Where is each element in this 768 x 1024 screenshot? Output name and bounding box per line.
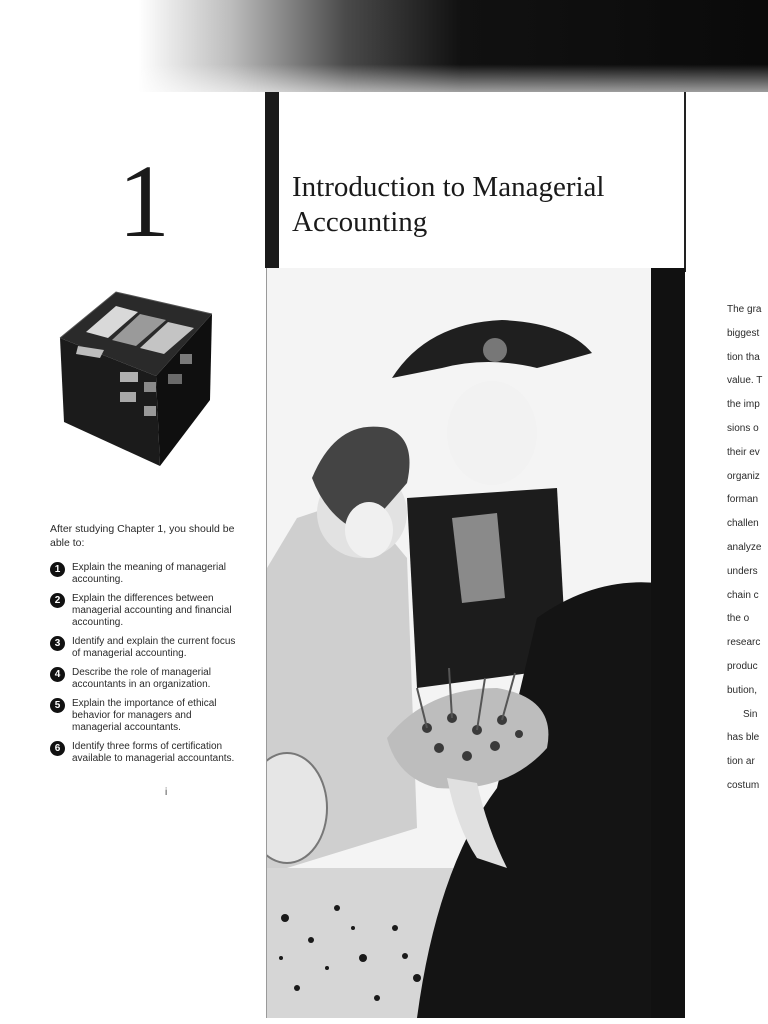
text-line: produc	[727, 660, 758, 672]
text-line: the o	[727, 613, 750, 625]
text-line: organiz	[727, 470, 760, 482]
objective-text: Explain the importance of ethical behavior for managers and managerial accountants.	[72, 698, 217, 733]
title-accent-bar	[265, 92, 279, 268]
cube-illustration	[56, 288, 216, 468]
text-line: tion tha	[727, 351, 760, 363]
chapter-title: Introduction to Managerial Accounting	[292, 171, 605, 238]
objective-text: Describe the role of managerial accountants in an organization.	[72, 667, 211, 690]
top-band-fade	[0, 0, 768, 92]
objective-text: Explain the differences between managerial accounting and financial accounting.	[72, 593, 232, 628]
page-mark: i	[165, 787, 168, 798]
objective-item	[50, 636, 242, 660]
objective-number-badge: 3	[50, 636, 65, 651]
objective-text: Identify and explain the current focus of managerial accounting.	[72, 636, 236, 659]
text-line: their ev	[727, 446, 760, 458]
objective-item	[50, 562, 242, 586]
chapter-number: 1	[118, 144, 170, 259]
objective-item	[50, 741, 242, 765]
halloween-photo	[267, 268, 685, 1018]
objective-text: Identify three forms of certification available to managerial accountants.	[72, 741, 235, 764]
text-line: analyze	[727, 541, 762, 553]
text-line: tion ar	[727, 756, 755, 768]
text-line: biggest	[727, 327, 760, 339]
learning-objectives-list	[50, 562, 242, 772]
objectives-intro: After studying Chapter 1, you should be able to:	[50, 523, 235, 549]
right-page-text-column	[727, 298, 768, 798]
text-line: costum	[727, 779, 760, 791]
text-line: challen	[727, 518, 759, 530]
objective-item	[50, 698, 242, 734]
objective-item	[50, 593, 242, 629]
text-line: The gra	[727, 304, 762, 315]
objective-number-badge: 5	[50, 698, 65, 713]
text-line: bution,	[727, 684, 758, 696]
text-line: unders	[727, 565, 758, 577]
objective-number-badge: 2	[50, 593, 65, 608]
text-line: researc	[727, 637, 761, 649]
text-line: value. T	[727, 375, 763, 387]
text-line: the imp	[727, 399, 760, 411]
right-page-edge	[684, 92, 686, 272]
text-line: sions o	[727, 422, 759, 434]
text-line: has ble	[727, 732, 760, 744]
text-line: Sin	[743, 708, 758, 720]
objective-number-badge: 1	[50, 562, 65, 577]
objective-item	[50, 667, 242, 691]
text-line: chain c	[727, 589, 759, 601]
objective-text: Explain the meaning of managerial accounting.	[72, 562, 226, 585]
objective-number-badge: 6	[50, 741, 65, 756]
objective-number-badge: 4	[50, 667, 65, 682]
text-line: forman	[727, 494, 759, 506]
